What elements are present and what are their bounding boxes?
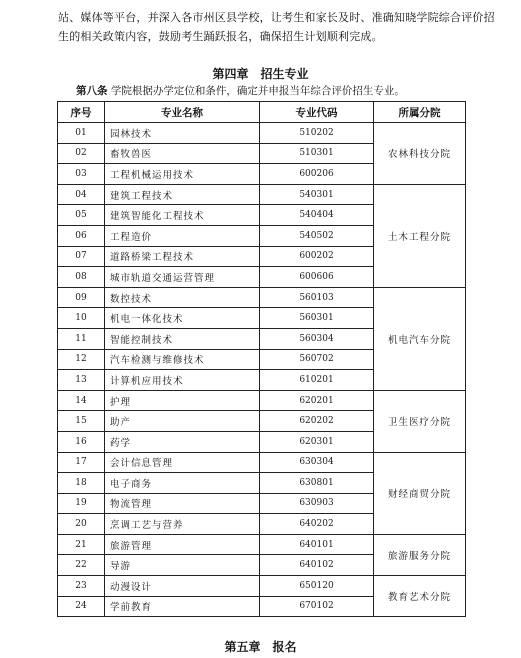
major-name: 建筑智能化工程技术: [105, 205, 260, 226]
article-8: [76, 84, 506, 98]
row-number: 22: [58, 555, 105, 576]
major-code: 630903: [260, 493, 374, 514]
major-name: 助产: [105, 411, 260, 432]
major-code: 600606: [260, 267, 374, 288]
row-number: 23: [58, 576, 105, 597]
major-code: 560103: [260, 287, 374, 308]
department-name: 财经商贸分院: [374, 452, 466, 534]
row-number: 02: [58, 143, 105, 164]
major-code: 610201: [260, 370, 374, 391]
row-number: 06: [58, 225, 105, 246]
row-number: 21: [58, 534, 105, 555]
majors-table: [57, 101, 466, 617]
major-code: 560301: [260, 308, 374, 329]
major-code: 630801: [260, 473, 374, 494]
majors-table-body: [58, 123, 466, 617]
row-number: 01: [58, 123, 105, 144]
major-code: 540301: [260, 184, 374, 205]
major-name: 园林技术: [105, 123, 260, 144]
major-name: 学前教育: [105, 596, 260, 617]
major-name: 机电一体化技术: [105, 308, 260, 329]
row-number: 03: [58, 164, 105, 185]
major-code: 560304: [260, 328, 374, 349]
row-number: 13: [58, 370, 105, 391]
intro-paragraph: 站、媒体等平台，并深入各市州区县学校，让考生和家长及时、准确知晓学院综合评价招生的相关政策内容，鼓励考生踊跃报名，确保招生计划顺利完成。: [58, 11, 495, 43]
major-name: 计算机应用技术: [105, 370, 260, 391]
row-number: 11: [58, 328, 105, 349]
major-name: 烹调工艺与营养: [105, 514, 260, 535]
chapter-5-title: 第五章 报名: [224, 640, 297, 654]
table-row: [58, 123, 466, 144]
row-number: 12: [58, 349, 105, 370]
table-row: [58, 452, 466, 473]
major-code: 540502: [260, 225, 374, 246]
row-number: 07: [58, 246, 105, 267]
major-name: 旅游管理: [105, 534, 260, 555]
row-number: 19: [58, 493, 105, 514]
header-department: 所属分院: [374, 102, 466, 123]
major-name: 会计信息管理: [105, 452, 260, 473]
table-row: [58, 390, 466, 411]
major-name: 建筑工程技术: [105, 184, 260, 205]
major-name: 工程造价: [105, 225, 260, 246]
major-code: 600202: [260, 246, 374, 267]
row-number: 04: [58, 184, 105, 205]
major-code: 600206: [260, 164, 374, 185]
major-code: 510301: [260, 143, 374, 164]
table-row: [58, 534, 466, 555]
table-row: [58, 287, 466, 308]
department-name: 机电汽车分院: [374, 287, 466, 390]
table-row: [58, 184, 466, 205]
department-name: 卫生医疗分院: [374, 390, 466, 452]
major-code: 510202: [260, 123, 374, 144]
row-number: 20: [58, 514, 105, 535]
table-row: [58, 576, 466, 597]
row-number: 15: [58, 411, 105, 432]
department-name: 教育艺术分院: [374, 576, 466, 617]
row-number: 05: [58, 205, 105, 226]
major-name: 电子商务: [105, 473, 260, 494]
major-name: 城市轨道交通运营管理: [105, 267, 260, 288]
major-code: 650120: [260, 576, 374, 597]
row-number: 10: [58, 308, 105, 329]
major-code: 620202: [260, 411, 374, 432]
major-name: 智能控制技术: [105, 328, 260, 349]
major-name: 护理: [105, 390, 260, 411]
row-number: 14: [58, 390, 105, 411]
row-number: 08: [58, 267, 105, 288]
department-name: 旅游服务分院: [374, 534, 466, 575]
row-number: 09: [58, 287, 105, 308]
major-code: 540404: [260, 205, 374, 226]
major-name: 数控技术: [105, 287, 260, 308]
major-code: 560702: [260, 349, 374, 370]
major-name: 物流管理: [105, 493, 260, 514]
major-code: 630304: [260, 452, 374, 473]
major-code: 620301: [260, 431, 374, 452]
table-header-row: [58, 102, 466, 123]
header-major-code: 专业代码: [260, 102, 374, 123]
major-code: 640102: [260, 555, 374, 576]
article-8-text: 学院根据办学定位和条件，确定并申报当年综合评价招生专业。: [110, 85, 405, 97]
major-code: 640101: [260, 534, 374, 555]
major-code: 670102: [260, 596, 374, 617]
header-no: 序号: [58, 102, 105, 123]
chapter-4-title: 第四章 招生专业: [212, 67, 309, 81]
major-name: 工程机械运用技术: [105, 164, 260, 185]
major-name: 导游: [105, 555, 260, 576]
header-major-name: 专业名称: [105, 102, 260, 123]
major-name: 动漫设计: [105, 576, 260, 597]
major-name: 道路桥梁工程技术: [105, 246, 260, 267]
row-number: 17: [58, 452, 105, 473]
article-8-tag: 第八条: [76, 85, 108, 97]
major-name: 药学: [105, 431, 260, 452]
department-name: 土木工程分院: [374, 184, 466, 287]
major-code: 620201: [260, 390, 374, 411]
row-number: 16: [58, 431, 105, 452]
row-number: 18: [58, 473, 105, 494]
major-name: 汽车检测与维修技术: [105, 349, 260, 370]
row-number: 24: [58, 596, 105, 617]
major-code: 640202: [260, 514, 374, 535]
major-name: 畜牧兽医: [105, 143, 260, 164]
department-name: 农林科技分院: [374, 123, 466, 185]
